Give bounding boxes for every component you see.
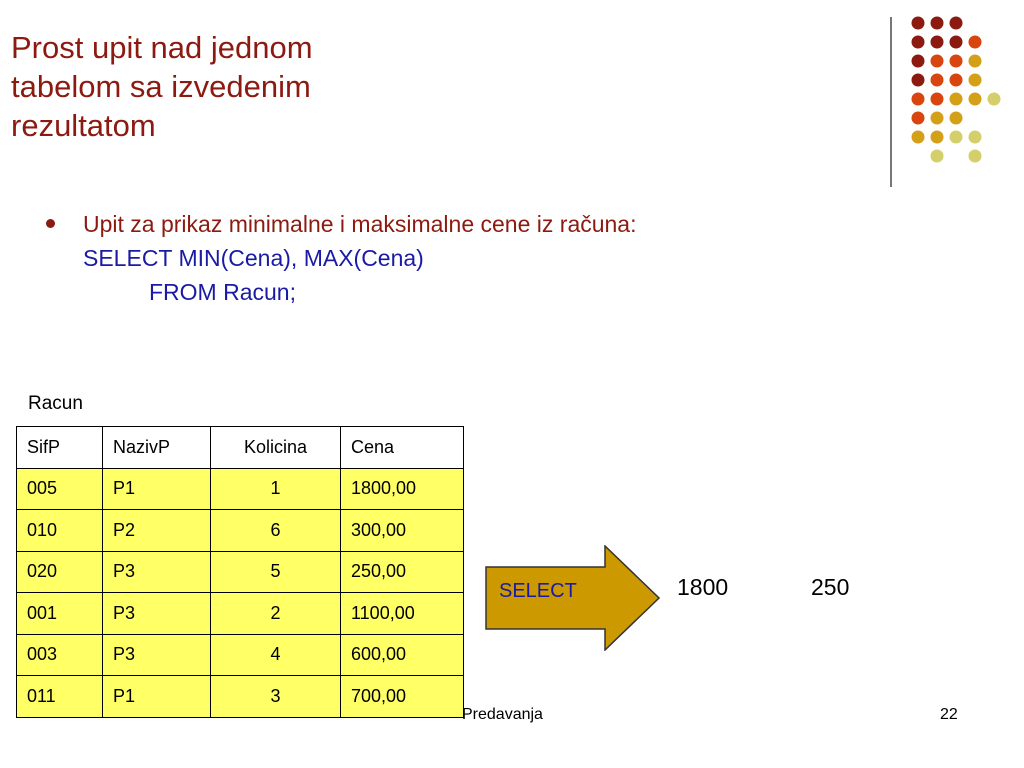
sql-line-1: SELECT MIN(Cena), MAX(Cena) [83,245,424,271]
column-header-nazivp: NazivP [103,427,211,469]
cell-sifp: 005 [17,468,103,510]
bullet-dot-icon [46,219,55,228]
racun-table [16,426,464,718]
decorative-dot [931,74,944,87]
table-row [17,468,464,510]
cell-nazivp: P1 [103,468,211,510]
title-line-1: Prost upit nad jednom [11,30,313,65]
decorative-dot [912,74,925,87]
cell-nazivp: P3 [103,634,211,676]
decorative-dot [931,150,944,163]
title-line-2: tabelom sa izvedenim [11,69,311,104]
decorative-vertical-line [890,17,892,187]
decorative-dot [912,131,925,144]
decorative-dot [931,17,944,30]
cell-sifp: 011 [17,676,103,718]
decorative-dot [969,131,982,144]
decorative-dot [931,112,944,125]
table-row [17,510,464,552]
cell-cena: 250,00 [341,551,464,593]
table-header-row [17,427,464,469]
decorative-dot [969,36,982,49]
decorative-dot [969,150,982,163]
decorative-dot [912,36,925,49]
cell-cena: 1800,00 [341,468,464,510]
cell-nazivp: P3 [103,551,211,593]
bullet-text-block [83,207,637,309]
decorative-dot [912,112,925,125]
decorative-dot [912,55,925,68]
footer-title: Predavanja [462,706,543,723]
cell-kolicina: 4 [211,634,341,676]
sql-line-2: FROM Racun; [149,279,296,305]
cell-kolicina: 1 [211,468,341,510]
title-line-3: rezultatom [11,108,156,143]
cell-nazivp: P2 [103,510,211,552]
decorative-dot [950,93,963,106]
arrow-label: SELECT [499,580,577,602]
cell-nazivp: P3 [103,593,211,635]
cell-kolicina: 5 [211,551,341,593]
cell-kolicina: 2 [211,593,341,635]
table-row [17,551,464,593]
result-max: 250 [811,574,850,600]
cell-cena: 700,00 [341,676,464,718]
column-header-cena: Cena [341,427,464,469]
decorative-dot [969,74,982,87]
column-header-sifp: SifP [17,427,103,469]
cell-sifp: 020 [17,551,103,593]
decorative-dot [950,112,963,125]
decorative-dot [969,93,982,106]
decorative-dot [950,17,963,30]
decorative-dot [969,55,982,68]
cell-cena: 1100,00 [341,593,464,635]
table-row [17,676,464,718]
cell-kolicina: 6 [211,510,341,552]
cell-sifp: 010 [17,510,103,552]
decorative-dot [912,93,925,106]
decorative-dot [950,55,963,68]
table-row [17,593,464,635]
decorative-dot [950,74,963,87]
decorative-dot [931,55,944,68]
cell-nazivp: P1 [103,676,211,718]
decorative-dot [912,17,925,30]
cell-cena: 300,00 [341,510,464,552]
decorative-dot [931,36,944,49]
result-min: 1800 [677,574,729,600]
column-header-kolicina: Kolicina [211,427,341,469]
table-caption: Racun [28,393,83,414]
decorative-dot [931,131,944,144]
slide-title [11,28,431,145]
cell-sifp: 003 [17,634,103,676]
cell-cena: 600,00 [341,634,464,676]
decorative-dot [931,93,944,106]
decorative-dot [988,93,1001,106]
bullet-text: Upit za prikaz minimalne i maksimalne cene iz računa: [83,211,637,237]
decorative-dot [950,131,963,144]
page-number: 22 [940,706,958,723]
decorative-dot [950,36,963,49]
cell-kolicina: 3 [211,676,341,718]
table-row [17,634,464,676]
cell-sifp: 001 [17,593,103,635]
